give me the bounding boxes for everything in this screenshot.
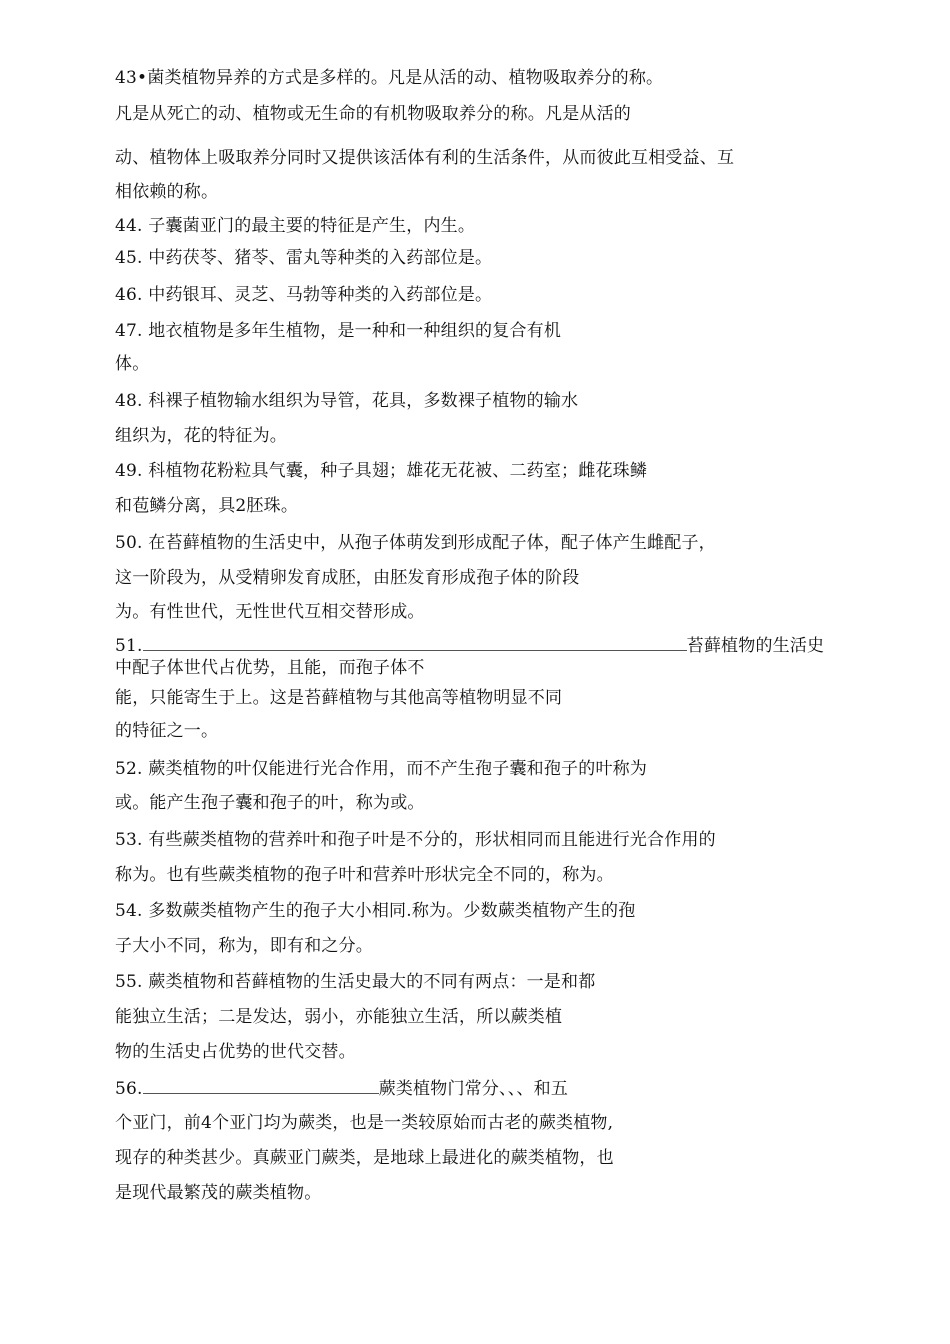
q55-line-3: 物的生活史占优势的世代交替。 <box>115 1042 356 1062</box>
q51-line-4: 的特征之一。 <box>115 721 219 741</box>
q51-line-1 <box>115 632 824 658</box>
q54-line-1: 54. 多数蕨类植物产生的孢子大小相同.称为。少数蕨类植物产生的孢 <box>115 901 636 921</box>
q49-line-1: 49. 科植物花粉粒具气囊，种子具翅；雄花无花被、二药室；雌花珠鳞 <box>115 461 648 481</box>
q55-line-2: 能独立生活；二是发达，弱小，亦能独立生活，所以蕨类植 <box>115 1007 563 1027</box>
q50-line-2: 这一阶段为，从受精卵发育成胚，由胚发育形成孢子体的阶段 <box>115 568 580 588</box>
q53-line-1: 53. 有些蕨类植物的营养叶和孢子叶是不分的，形状相同而且能进行光合作用的 <box>115 830 716 850</box>
q51-answer-blank <box>143 632 687 651</box>
q43-line-3: 动、植物体上吸取养分同时又提供该活体有利的生活条件，从而彼此互相受益、互 <box>115 148 735 168</box>
q55-line-1: 55. 蕨类植物和苔藓植物的生活史最大的不同有两点：一是和都 <box>115 972 596 992</box>
q47-line-1: 47. 地衣植物是多年生植物，是一种和一种组织的复合有机 <box>115 321 562 341</box>
q44-line: 44. 子囊菌亚门的最主要的特征是产生，内生。 <box>115 216 476 236</box>
q48-line-1: 48. 科裸子植物输水组织为导管，花具，多数裸子植物的输水 <box>115 391 579 411</box>
q51-line-1-text: 苔藓植物的生活史 <box>686 636 825 656</box>
q45-line: 45. 中药茯苓、猪苓、雷丸等种类的入药部位是。 <box>115 248 493 268</box>
q43-line-1: 43•菌类植物异养的方式是多样的。凡是从活的动、植物吸取养分的称。 <box>115 68 664 88</box>
q46-line: 46. 中药银耳、灵芝、马勃等种类的入药部位是。 <box>115 285 493 305</box>
q43-line-4: 相依赖的称。 <box>115 182 219 202</box>
q50-line-1: 50. 在苔藓植物的生活史中，从孢子体萌发到形成配子体，配子体产生雌配子， <box>115 533 716 553</box>
q56-line-1-text: 蕨类植物门常分、、、和五 <box>378 1079 569 1099</box>
q49-line-2: 和苞鳞分离，具2胚珠。 <box>115 496 299 516</box>
q51-line-3: 能，只能寄生于上。这是苔藓植物与其他高等植物明显不同 <box>115 688 563 708</box>
q56-number: 56. <box>115 1079 143 1099</box>
q50-line-3: 为。有性世代，无性世代互相交替形成。 <box>115 602 425 622</box>
q51-line-2: 中配子体世代占优势，且能，而孢子体不 <box>115 658 425 678</box>
q51-number: 51. <box>115 636 143 656</box>
q54-line-2: 子大小不同，称为，即有和之分。 <box>115 936 373 956</box>
q53-line-2: 称为。也有些蕨类植物的孢子叶和营养叶形状完全不同的，称为。 <box>115 865 614 885</box>
q43-line-2: 凡是从死亡的动、植物或无生命的有机物吸取养分的称。凡是从活的 <box>115 104 631 124</box>
q48-line-2: 组织为，花的特征为。 <box>115 426 287 446</box>
q56-line-4: 是现代最繁茂的蕨类植物。 <box>115 1183 322 1203</box>
q56-line-3: 现存的种类甚少。真蕨亚门蕨类，是地球上最进化的蕨类植物，也 <box>115 1148 614 1168</box>
q52-line-1: 52. 蕨类植物的叶仅能进行光合作用，而不产生孢子囊和孢子的叶称为 <box>115 759 648 779</box>
q47-line-2: 体。 <box>115 354 150 374</box>
q56-line-1 <box>115 1075 568 1101</box>
q52-line-2: 或。能产生孢子囊和孢子的叶，称为或。 <box>115 793 425 813</box>
q56-answer-blank <box>143 1075 379 1094</box>
q56-line-2: 个亚门，前4个亚门均为蕨类，也是一类较原始而古老的蕨类植物, <box>115 1113 614 1133</box>
